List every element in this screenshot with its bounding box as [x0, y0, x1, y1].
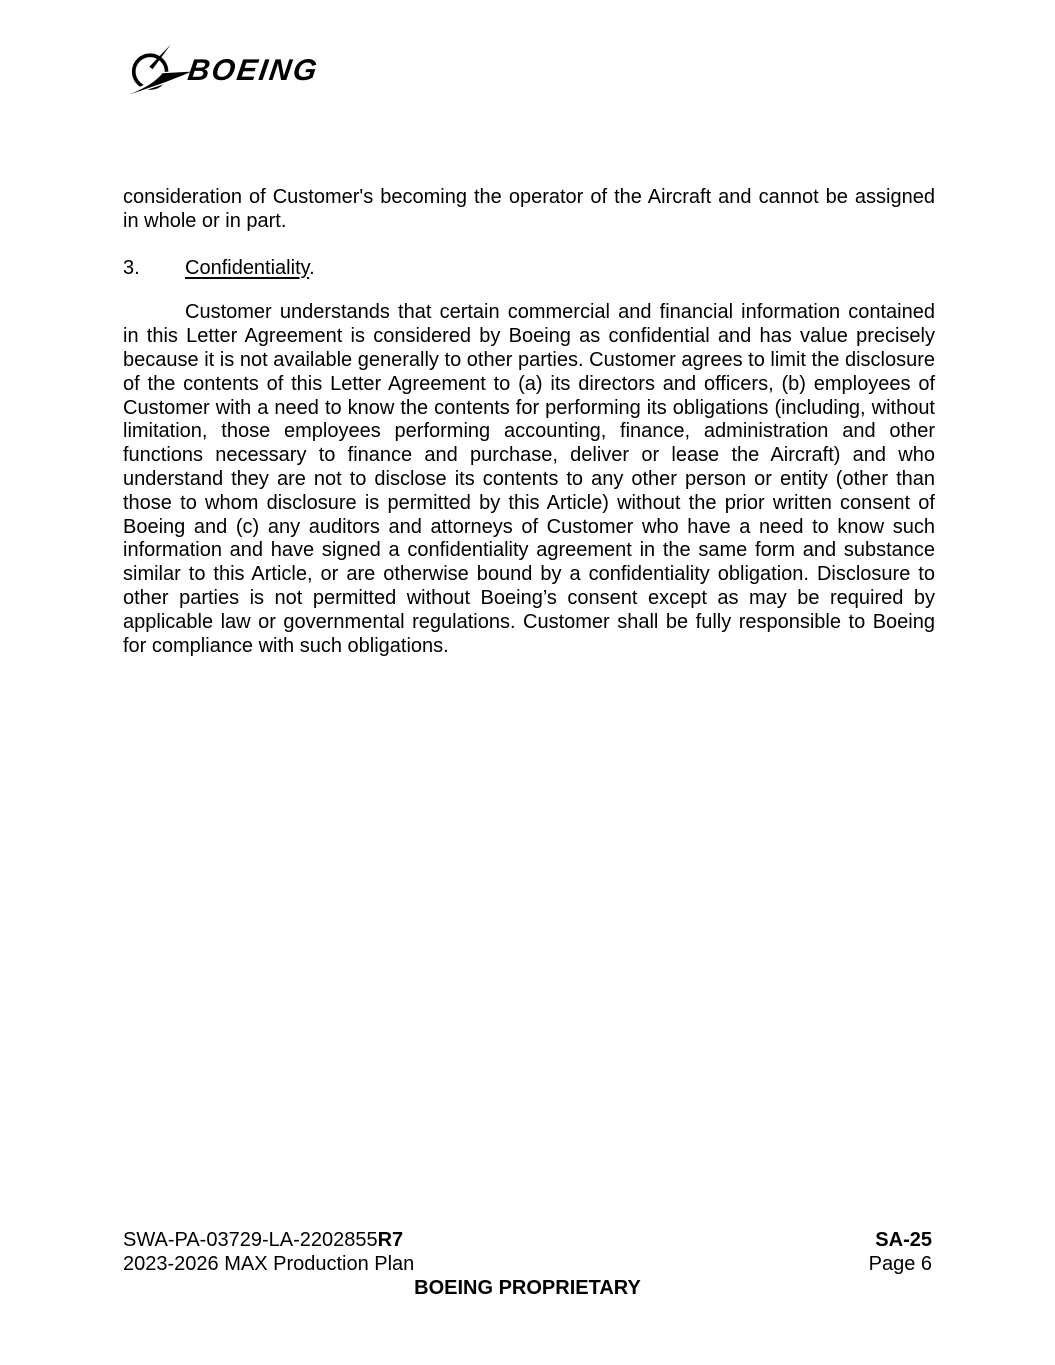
paragraph-confidentiality: Customer understands that certain commercial and financial information contained in this Letter Agreement is considered by Boeing as confidential and has value precisely because it is not available generally to other parties. Customer agrees to limit the disclosure of the contents of this Letter Agreement to (a) its directors and officers, (b) employees of Customer with a need to know the contents for performing its obligations (including, without limitation, those employees performing accounting, finance, administration and other functions necessary to finance and purchase, deliver or lease the Aircraft) and who understand they are not to disclose its contents to any other person or entity (other than those to whom disclosure is permitted by this Article) without the prior written consent of Boeing and (c) any auditors and attorneys of Customer who have a need to know such information and have signed a confidentiality agreement in the same form and substance similar to this Article, or are otherwise bound by a confidentiality obligation. Disclosure to other parties is not permitted without Boeing’s consent except as may be required by applicable law or governmental regulations. Customer shall be fully responsible to Boeing for compliance with such obligations.	[123, 301, 935, 657]
footer-left	[123, 1228, 414, 1276]
document-number-prefix: SWA-PA-03729-LA-2202855	[123, 1229, 378, 1251]
plan-title: 2023-2026 MAX Production Plan	[123, 1253, 415, 1275]
footer-right	[869, 1228, 932, 1276]
boeing-globe-swoosh-icon	[128, 42, 192, 98]
sa-number: SA-25	[875, 1229, 932, 1251]
boeing-wordmark: BOEING	[185, 54, 321, 87]
proprietary-notice: BOEING PROPRIETARY	[414, 1277, 641, 1299]
footer-row	[123, 1228, 932, 1276]
page-footer	[123, 1228, 932, 1300]
document-number-revision: R7	[377, 1229, 404, 1251]
paragraph-continuation: consideration of Customer's becoming the operator of the Aircraft and cannot be assigned in whole or in part.	[123, 186, 935, 232]
page-number: Page 6	[868, 1253, 932, 1275]
section-heading	[123, 257, 935, 281]
section-number: 3.	[123, 256, 140, 279]
section-title-period: .	[309, 256, 315, 279]
document-body	[123, 186, 935, 658]
boeing-logo	[128, 42, 321, 98]
document-number	[123, 1228, 414, 1252]
section-title: Confidentiality	[185, 256, 310, 279]
